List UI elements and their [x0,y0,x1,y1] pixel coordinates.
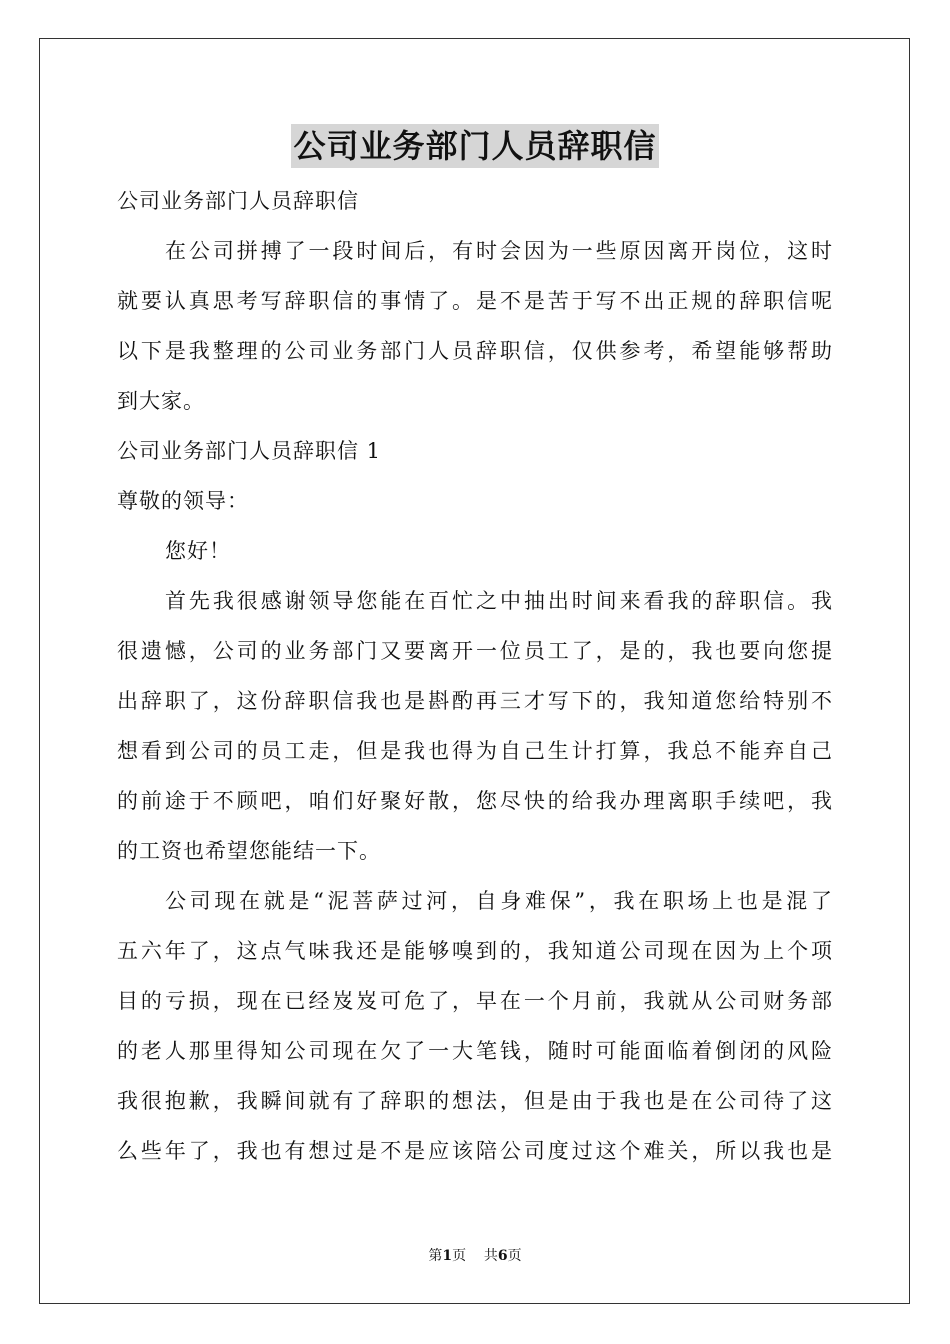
page-total: 6 [497,1248,508,1264]
intro-line: 以下是我整理的公司业务部门人员辞职信，仅供参考，希望能够帮助 [117,339,833,363]
paragraph-1 [117,576,833,876]
intro-line: 在公司拼搏了一段时间后，有时会因为一些原因离开岗位，这时 [165,239,833,263]
salutation: 尊敬的领导： [117,489,249,513]
paragraph-line: 目的亏损，现在已经岌岌可危了，早在一个月前，我就从公司财务部 [117,989,833,1013]
paragraph-line: 的工资也希望您能结一下。 [117,839,381,863]
total-suffix: 页 [507,1248,522,1264]
paragraph-line: 很遗憾，公司的业务部门又要离开一位员工了，是的，我也要向您提 [117,639,833,663]
paragraph-line: 的前途于不顾吧，咱们好聚好散，您尽快的给我办理离职手续吧，我 [117,789,833,813]
page-current: 1 [442,1248,453,1264]
letter-heading: 公司业务部门人员辞职信 1 [117,439,382,463]
paragraph-line: 的老人那里得知公司现在欠了一大笔钱，随时可能面临着倒闭的风险 [117,1039,833,1063]
paragraph-line: 公司现在就是“泥菩萨过河，自身难保”，我在职场上也是混了 [165,889,833,913]
greeting: 您好！ [165,539,231,563]
document-title: 公司业务部门人员辞职信 [291,124,658,168]
title-row [117,124,833,170]
paragraph-line: 出辞职了，这份辞职信我也是斟酌再三才写下的，我知道您给特别不 [117,689,833,713]
paragraph-line: 五六年了，这点气味我还是能够嗅到的，我知道公司现在因为上个项 [117,939,833,963]
paragraph-2 [117,876,833,1176]
page-suffix: 页 [452,1248,467,1264]
page-footer [0,1246,950,1266]
paragraph-line: 么些年了，我也有想过是不是应该陪公司度过这个难关，所以我也是 [117,1139,833,1163]
document-subtitle: 公司业务部门人员辞职信 [117,189,359,213]
intro-line: 到大家。 [117,389,205,413]
page-prefix: 第 [428,1248,443,1264]
intro-paragraph [117,226,833,426]
paragraph-line: 我很抱歉，我瞬间就有了辞职的想法，但是由于我也是在公司待了这 [117,1089,833,1113]
paragraph-line: 想看到公司的员工走，但是我也得为自己生计打算，我总不能弃自己 [117,739,833,763]
document-body [117,124,833,1176]
paragraph-line: 首先我很感谢领导您能在百忙之中抽出时间来看我的辞职信。我 [165,589,833,613]
total-prefix: 共 [483,1248,498,1264]
intro-line: 就要认真思考写辞职信的事情了。是不是苦于写不出正规的辞职信呢 [117,289,833,313]
